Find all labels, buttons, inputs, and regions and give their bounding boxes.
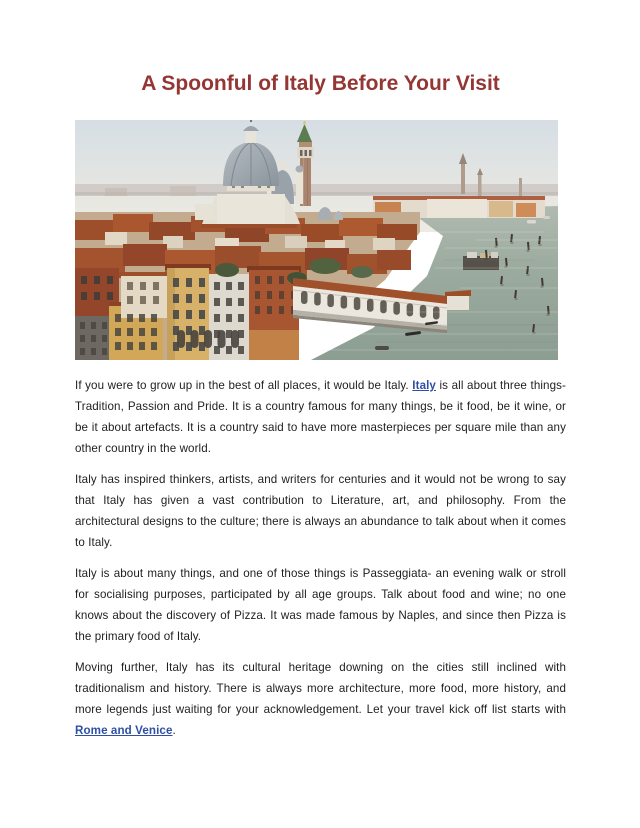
foreground-buildings — [75, 264, 301, 360]
italy-link[interactable]: Italy — [412, 379, 436, 392]
text-run: Moving further, Italy has its cultural heritage downing on the cities still inclined with traditionalism and history. There is always more architecture, more food, more history, and more legends just waiting for your acknowledgement. Let your travel kick off list starts with — [75, 661, 566, 716]
paragraph — [75, 375, 566, 459]
paragraph — [75, 563, 566, 647]
text-run: If you were to grow up in the best of all places, it would be Italy. — [75, 379, 413, 392]
rome-and-venice-link[interactable]: Rome and Venice — [75, 724, 173, 737]
text-run: Italy has inspired thinkers, artists, and writers for centuries and it would not be wrong to say that Italy has given a vast contribution to Literature, art, and philosophy. From the architectural designs to the culture; there is always an abundance to talk about when it comes to Italy. — [75, 473, 566, 549]
paragraph — [75, 657, 566, 741]
text-run: . — [172, 724, 176, 737]
venice-photo — [75, 120, 558, 360]
page-title: A Spoonful of Italy Before Your Visit — [141, 72, 500, 95]
text-run: Italy is about many things, and one of those things is Passeggiata- an evening walk or stroll for socialising purposes, participated by all age groups. Talk about food and wine; no one knows about the discovery of Pizza. It was made famous by Naples, and since then Pizza is the primary food of Italy. — [75, 567, 566, 643]
article-body — [75, 375, 566, 741]
venice-photo-graphic — [75, 120, 558, 360]
paragraph — [75, 469, 566, 553]
text-run: is all about three things-Tradition, Passion and Pride. It is a country famous for many things, be it food, be it wine, or be it about artefacts. It is a country said to have more masterpieces per square mile than any other country in the world. — [75, 379, 567, 455]
